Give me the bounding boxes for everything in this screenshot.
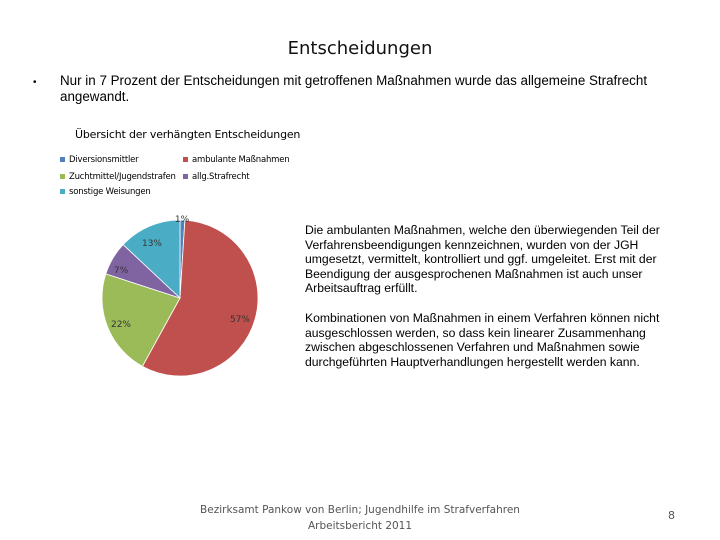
right-text-kombinationen: Kombinationen von Maßnahmen in einem Verfahren können nicht ausgeschlossen werden, so dass kein linearer Zusammenhang zwischen abgeschlossenen Verfahren und Maßnahmen sowie durchgeführten Hauptverhandlungen hergestellt werden kann. [305,311,660,369]
pie-label-sonstige-weisungen: 13% [141,239,163,249]
bullet-text: Nur in 7 Prozent der Entscheidungen mit getroffenen Maßnahmen wurde das allgemeine Strafrecht angewandt. [60,73,648,104]
footer [200,502,520,534]
legend-label: Diversionsmittler [69,155,139,165]
bullet-icon: • [33,77,37,88]
page-number: 8 [668,509,675,522]
chart-title: Übersicht der verhängten Entscheidungen [75,128,301,141]
pie-label-allg-strafrecht: 7% [113,266,129,276]
legend-label: Zuchtmittel/Jugendstrafen [69,172,176,182]
footer-line-2: Arbeitsbericht 2011 [307,520,413,532]
legend-label: sonstige Weisungen [69,187,151,197]
slide-title: Entscheidungen [287,38,433,59]
legend-label: ambulante Maßnahmen [192,155,290,165]
footer-line-1: Bezirksamt Pankow von Berlin; Jugendhilfe im Strafverfahren [200,504,520,516]
pie-label-ambulante-ma-nahmen: 57% [229,315,251,325]
pie-label-zuchtmittel-jugendstrafen: 22% [110,320,132,330]
pie-label-diversionsmittler: 1% [174,215,190,225]
legend-label: allg.Strafrecht [192,172,250,182]
right-text-ambulante-massnahmen: Die ambulanten Maßnahmen, welche den überwiegenden Teil der Verfahrensbeendigungen kennzeichnen, wurden von der JGH umgesetzt, vermittelt, kontrolliert und ggf. umgeleitet. Erst mit der Beendigung der ausgesprochenen Maßnahmen ist auch unser Arbeitsauftrag erfüllt. [305,223,660,296]
